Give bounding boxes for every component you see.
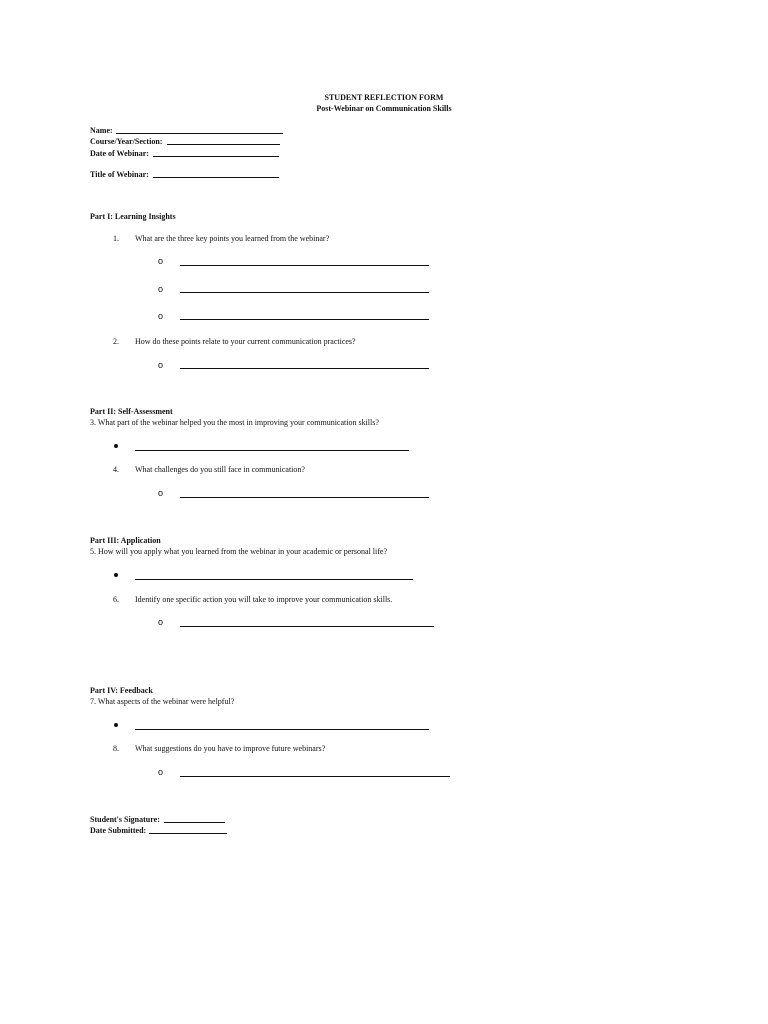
q1-text: What are the three key points you learned from the webinar?	[135, 234, 330, 243]
webinar-title-label: Title of Webinar:	[90, 170, 149, 179]
q6-text: Identify one specific action you will take to improve your communication skills.	[135, 595, 393, 604]
form-subtitle: Post-Webinar on Communication Skills	[316, 104, 452, 113]
circle-bullet-icon: o	[158, 617, 164, 627]
part4-heading: Part IV: Feedback	[90, 686, 153, 695]
circle-bullet-icon: o	[158, 284, 164, 294]
q7-text: 7. What aspects of the webinar were helpful?	[90, 697, 235, 706]
signature-field[interactable]	[164, 822, 225, 823]
circle-bullet-icon: o	[158, 767, 164, 777]
q2-answer-line[interactable]	[180, 368, 429, 369]
circle-bullet-icon: o	[158, 256, 164, 266]
q7-answer-line[interactable]	[135, 729, 429, 730]
date-label: Date of Webinar:	[90, 149, 149, 158]
date-submitted-field[interactable]	[149, 833, 227, 834]
q6-number: 6.	[113, 595, 119, 604]
q6-answer-line[interactable]	[180, 626, 434, 627]
part1-heading: Part I: Learning Insights	[90, 212, 176, 221]
part2-heading: Part II: Self-Assessment	[90, 407, 173, 416]
course-field[interactable]	[167, 144, 280, 145]
bullet-icon	[114, 573, 118, 577]
q3-answer-line[interactable]	[135, 450, 409, 451]
webinar-title-field[interactable]	[153, 177, 279, 178]
name-field[interactable]	[116, 133, 283, 134]
circle-bullet-icon: o	[158, 360, 164, 370]
q5-answer-line[interactable]	[135, 579, 413, 580]
circle-bullet-icon: o	[158, 311, 164, 321]
q1-answer-line-1[interactable]	[180, 265, 429, 266]
q2-text: How do these points relate to your current communication practices?	[135, 337, 356, 346]
date-field[interactable]	[153, 156, 279, 157]
q2-number: 2.	[113, 337, 119, 346]
course-label: Course/Year/Section:	[90, 137, 163, 146]
bullet-icon	[114, 444, 118, 448]
q8-answer-line[interactable]	[180, 776, 450, 777]
q1-answer-line-2[interactable]	[180, 292, 429, 293]
q1-number: 1.	[113, 234, 119, 243]
part3-heading: Part III: Application	[90, 536, 161, 545]
q4-answer-line[interactable]	[180, 497, 429, 498]
name-label: Name:	[90, 126, 113, 135]
signature-label: Student's Signature:	[90, 815, 160, 824]
q4-number: 4.	[113, 465, 119, 474]
bullet-icon	[114, 723, 118, 727]
q5-text: 5. How will you apply what you learned from the webinar in your academic or personal life?	[90, 547, 388, 556]
q8-number: 8.	[113, 744, 119, 753]
q8-text: What suggestions do you have to improve future webinars?	[135, 744, 326, 753]
form-title: STUDENT REFLECTION FORM	[324, 93, 444, 102]
date-submitted-label: Date Submitted:	[90, 826, 147, 835]
q1-answer-line-3[interactable]	[180, 319, 429, 320]
q3-text: 3. What part of the webinar helped you the most in improving your communication skills?	[90, 418, 379, 427]
q4-text: What challenges do you still face in communication?	[135, 465, 305, 474]
circle-bullet-icon: o	[158, 488, 164, 498]
